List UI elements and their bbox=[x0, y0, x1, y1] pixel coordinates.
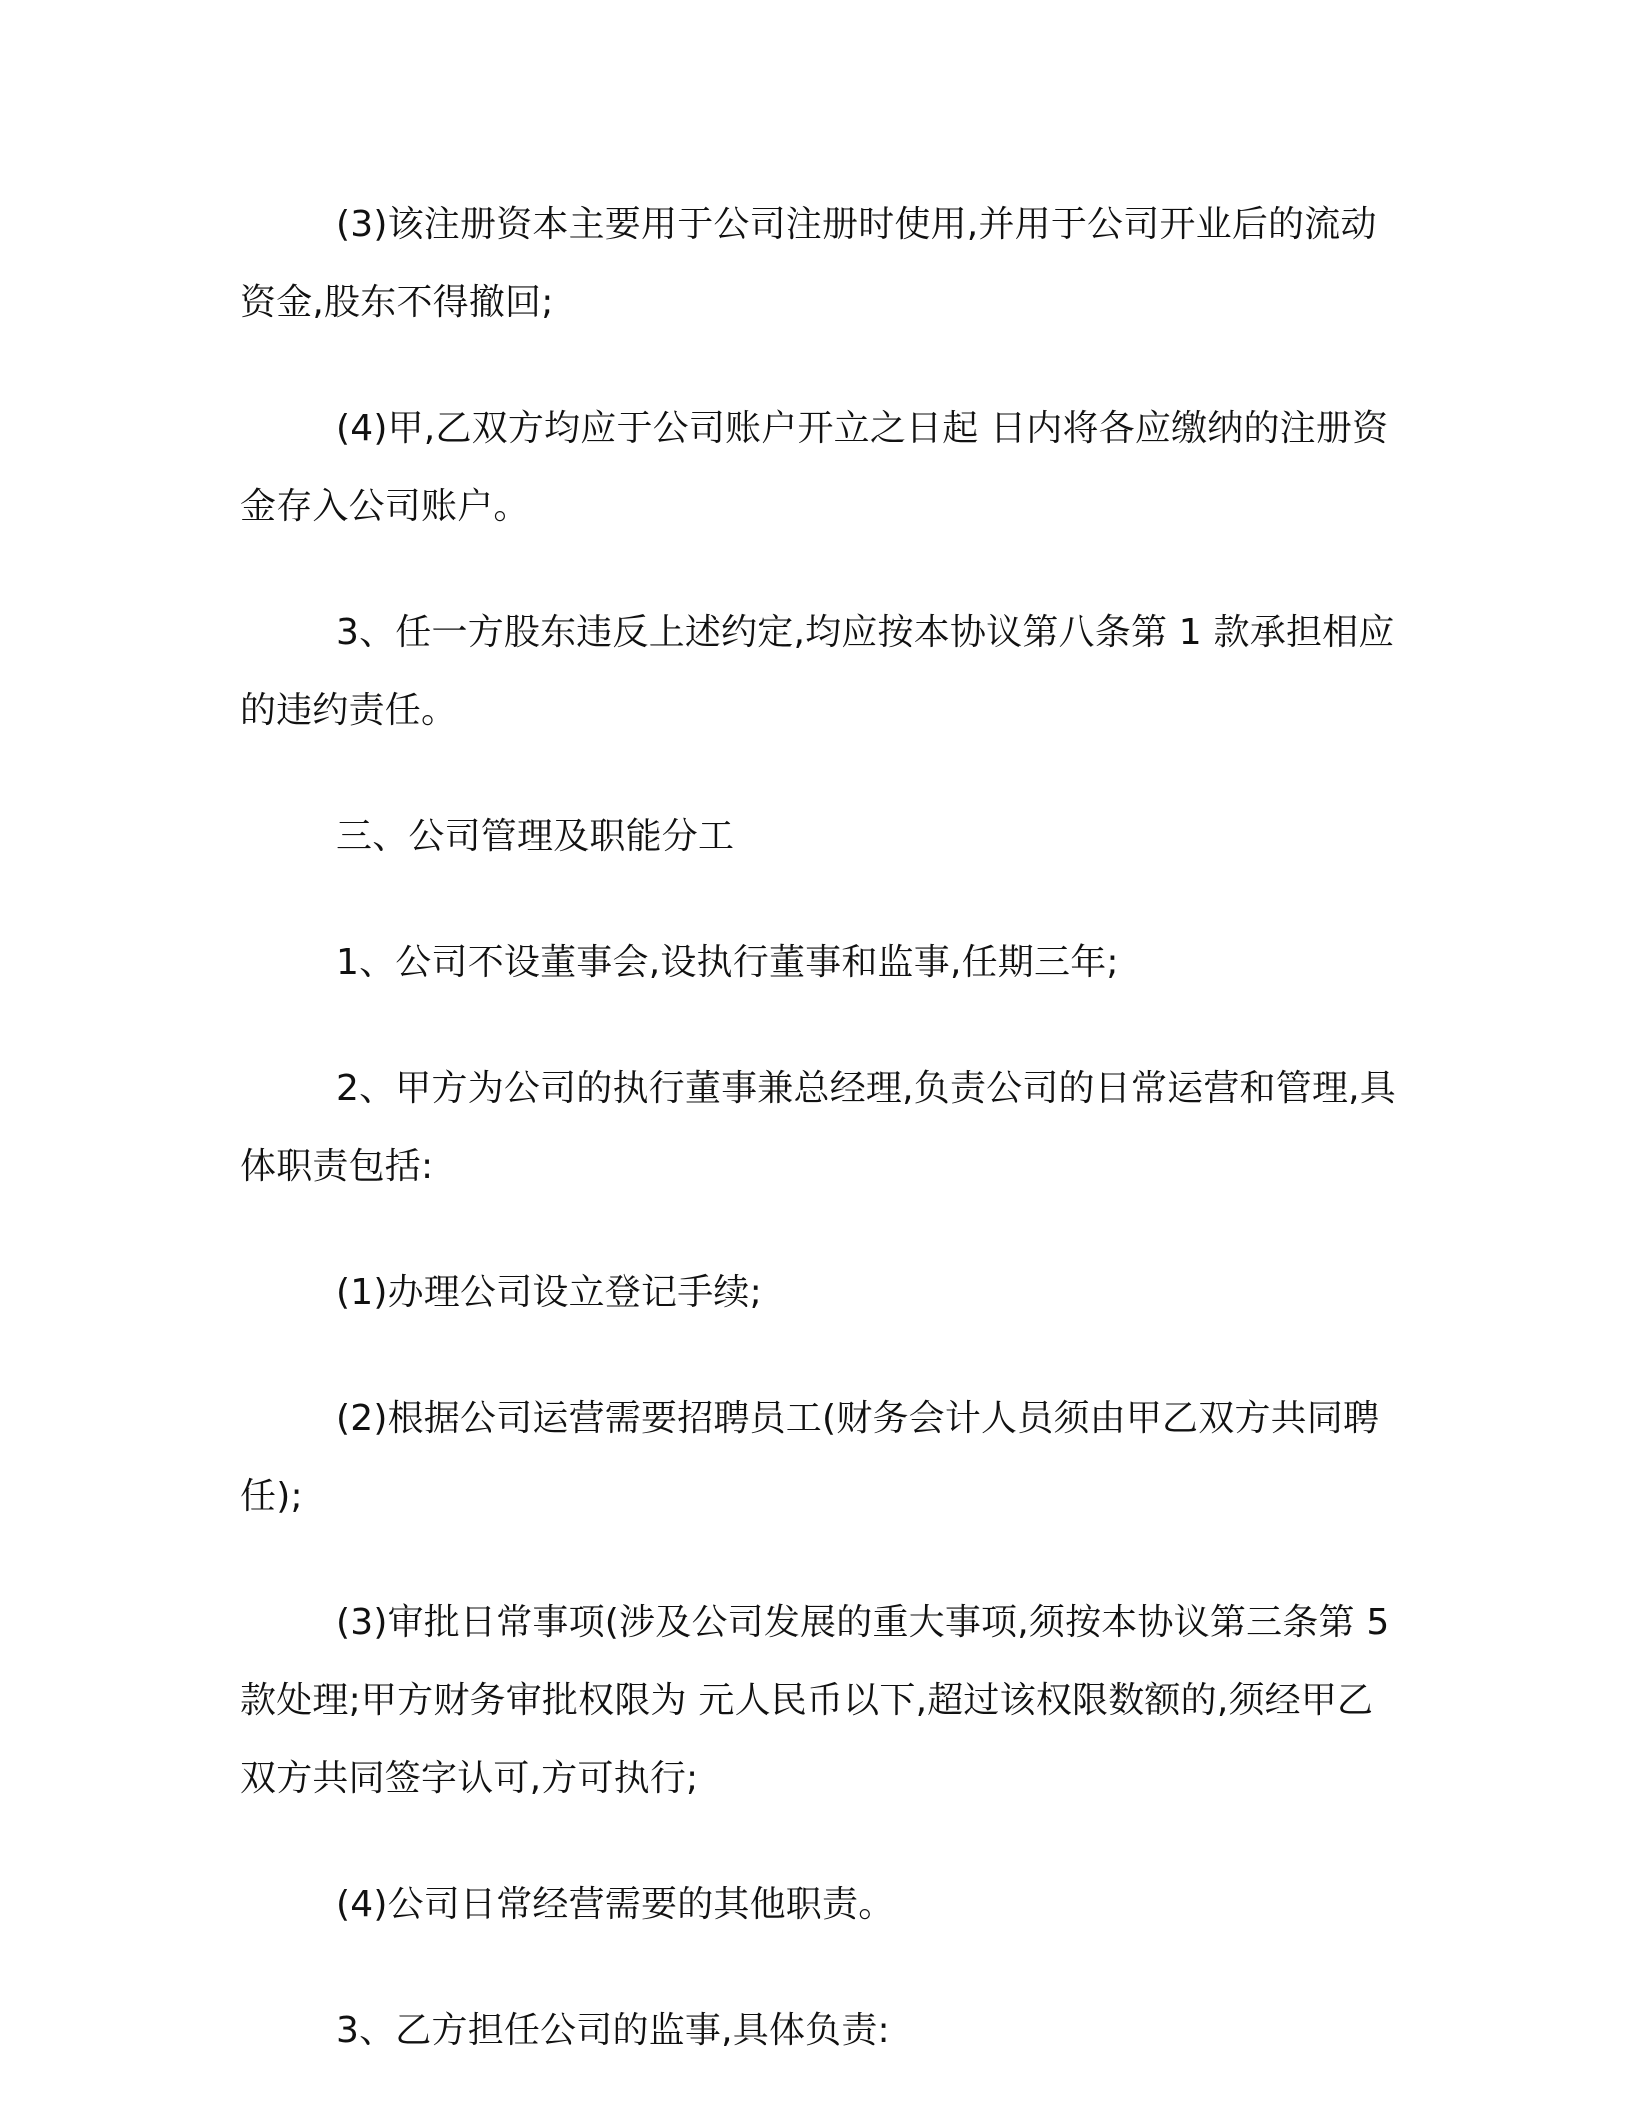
section-heading-management: 三、公司管理及职能分工 bbox=[336, 816, 735, 857]
paragraph-capital-usage: (3)该注册资本主要用于公司注册时使用,并用于公司开业后的流动资金,股东不得撤回; bbox=[240, 204, 1377, 323]
paragraph-duty-other: (4)公司日常经营需要的其他职责。 bbox=[336, 1884, 895, 1925]
paragraph-party-a-duties: 2、甲方为公司的执行董事兼总经理,负责公司的日常运营和管理,具体职责包括: bbox=[240, 1068, 1396, 1187]
paragraph-duty-registration: (1)办理公司设立登记手续; bbox=[336, 1272, 762, 1313]
paragraph-duty-hiring: (2)根据公司运营需要招聘员工(财务会计人员须由甲乙双方共同聘任); bbox=[240, 1398, 1380, 1517]
paragraph-breach-liability: 3、任一方股东违反上述约定,均应按本协议第八条第 1 款承担相应的违约责任。 bbox=[240, 612, 1395, 731]
paragraph-board-setup: 1、公司不设董事会,设执行董事和监事,任期三年; bbox=[336, 942, 1119, 983]
paragraph-capital-deposit: (4)甲,乙双方均应于公司账户开立之日起 日内将各应缴纳的注册资金存入公司账户。 bbox=[240, 408, 1389, 527]
paragraph-duty-approval: (3)审批日常事项(涉及公司发展的重大事项,须按本协议第三条第 5 款处理;甲方财务审批权限为 元人民币以下,超过该权限数额的,须经甲乙双方共同签字认可,方可执行; bbox=[240, 1602, 1390, 1799]
document-body bbox=[240, 186, 1400, 2118]
paragraph-party-b-supervisor: 3、乙方担任公司的监事,具体负责: bbox=[336, 2010, 890, 2051]
